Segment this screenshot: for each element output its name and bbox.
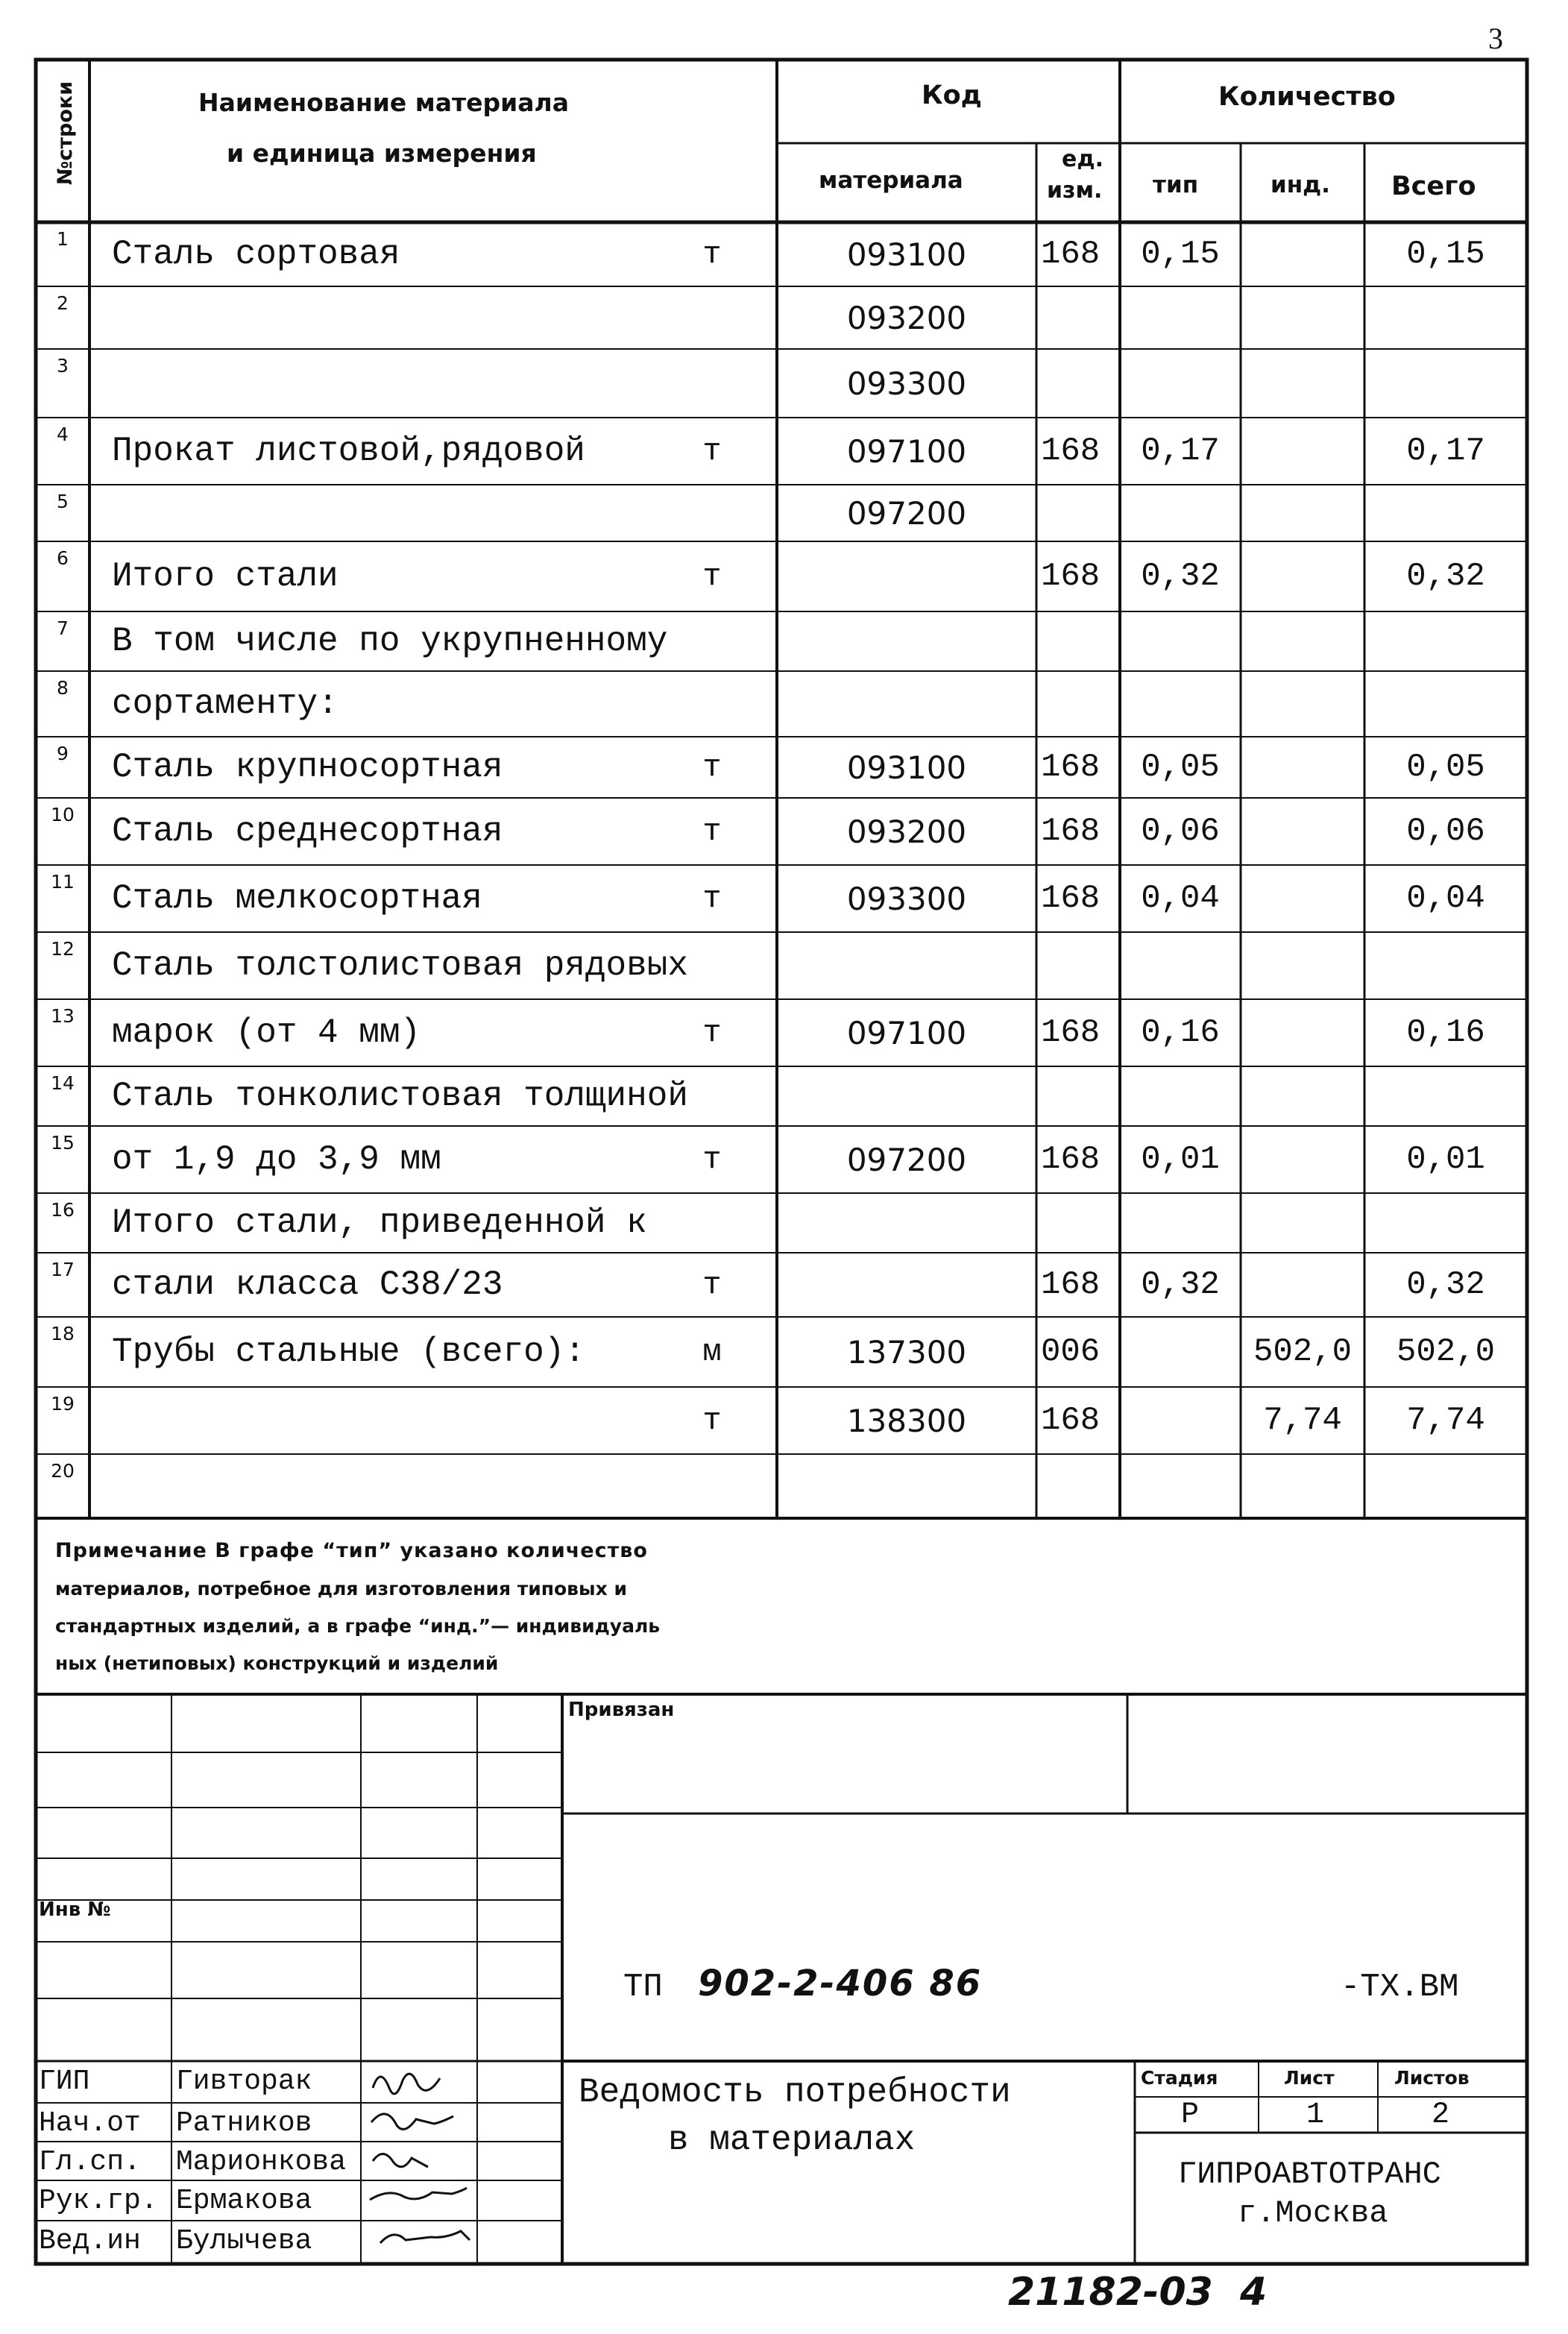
cell-ind bbox=[1241, 1126, 1364, 1193]
cell-unit bbox=[671, 1066, 753, 1126]
cell-ucode: 168 bbox=[1041, 1014, 1101, 1051]
cell-ind bbox=[1241, 671, 1364, 737]
cell-ind bbox=[1241, 541, 1364, 611]
cell-total: 502,0 bbox=[1396, 1333, 1496, 1371]
cell-code: 137300 bbox=[846, 1333, 967, 1371]
cell-n: 12 bbox=[51, 938, 75, 960]
inventory-number-label: Инв № bbox=[39, 1899, 111, 1921]
cell-total bbox=[1364, 1193, 1527, 1253]
cell-unit bbox=[671, 611, 753, 671]
cell-unit bbox=[671, 349, 753, 418]
cell-typ bbox=[1120, 932, 1241, 999]
cell-unit: т bbox=[702, 1015, 722, 1051]
name-header-line1: Наименование материала bbox=[198, 88, 569, 117]
cell-typ bbox=[1120, 1317, 1241, 1387]
cell-typ bbox=[1120, 1454, 1241, 1518]
cell-ind bbox=[1241, 865, 1364, 932]
cell-n: 20 bbox=[51, 1460, 75, 1482]
document-title-line2: в материалах bbox=[668, 2121, 916, 2160]
organization-name: ГИПРОАВТОТРАНС bbox=[1178, 2157, 1441, 2192]
unit-code-header-line1: ед. bbox=[1062, 146, 1103, 172]
cell-total bbox=[1364, 671, 1527, 737]
cell-name: Итого стали, приведенной к bbox=[112, 1204, 647, 1242]
cell-n: 10 bbox=[51, 804, 75, 825]
signer-role: Рук.гр. bbox=[39, 2185, 158, 2217]
cell-typ: 0,32 bbox=[1141, 1266, 1220, 1303]
cell-total: 0,05 bbox=[1406, 749, 1485, 786]
cell-n: 19 bbox=[51, 1393, 75, 1415]
cell-total: 0,15 bbox=[1406, 236, 1485, 273]
cell-n: 18 bbox=[51, 1323, 75, 1344]
cell-total bbox=[1364, 1066, 1527, 1126]
cell-name: Сталь толстолистовая рядовых bbox=[112, 946, 688, 985]
stage-value: Р bbox=[1181, 2098, 1200, 2132]
cell-name: В том числе по укрупненному bbox=[112, 622, 668, 661]
signer-name: Гивторак bbox=[176, 2066, 312, 2098]
cell-ucode: 168 bbox=[1041, 813, 1101, 850]
qty-type-header: тип bbox=[1153, 172, 1199, 198]
document-title-line1: Ведомость потребности bbox=[579, 2073, 1011, 2112]
quantity-header: Количество bbox=[1218, 82, 1396, 112]
cell-total: 0,04 bbox=[1406, 880, 1485, 917]
cell-n: 1 bbox=[57, 228, 69, 250]
doc-code-prefix: ТП bbox=[623, 1969, 663, 2006]
cell-ucode: 168 bbox=[1041, 432, 1101, 470]
cell-name: Прокат листовой,рядовой bbox=[112, 432, 585, 471]
cell-ucode: 168 bbox=[1041, 558, 1101, 595]
cell-name: сортаменту: bbox=[112, 685, 339, 723]
cell-typ: 0,01 bbox=[1141, 1141, 1220, 1178]
signer-name: Ратников bbox=[176, 2107, 312, 2139]
cell-ucode: 006 bbox=[1041, 1333, 1101, 1371]
cell-ind bbox=[1241, 932, 1364, 999]
cell-ind: 502,0 bbox=[1253, 1333, 1353, 1371]
note-line-4: ных (нетиповых) конструкций и изделий bbox=[55, 1652, 499, 1674]
cell-ucode: 168 bbox=[1041, 236, 1101, 273]
cell-unit bbox=[671, 286, 753, 349]
cell-ind bbox=[1241, 222, 1364, 286]
cell-unit: т bbox=[702, 1267, 722, 1303]
signer-name: Булычева bbox=[176, 2225, 312, 2257]
cell-typ bbox=[1120, 1193, 1241, 1253]
cell-ucode bbox=[1036, 1066, 1124, 1126]
cell-typ: 0,32 bbox=[1141, 558, 1220, 595]
cell-code bbox=[777, 1066, 1036, 1126]
cell-total: 0,32 bbox=[1406, 1266, 1485, 1303]
cell-ind bbox=[1241, 1454, 1364, 1518]
cell-name: от 1,9 до 3,9 мм bbox=[112, 1140, 441, 1179]
cell-n: 13 bbox=[51, 1005, 75, 1027]
footer-handwritten-number: 21182-03 4 bbox=[1008, 2270, 1268, 2315]
cell-n: 2 bbox=[57, 292, 69, 314]
cell-code: 097200 bbox=[846, 1141, 967, 1178]
stage-label: Стадия bbox=[1141, 2067, 1218, 2089]
attached-label: Привязан bbox=[568, 1699, 675, 1721]
cell-ucode bbox=[1036, 932, 1124, 999]
cell-code bbox=[777, 1454, 1036, 1518]
cell-code bbox=[777, 1253, 1036, 1317]
cell-unit: т bbox=[702, 559, 722, 594]
cell-typ: 0,04 bbox=[1141, 880, 1220, 917]
cell-n: 15 bbox=[51, 1132, 75, 1154]
cell-name: стали класса С38/23 bbox=[112, 1265, 503, 1304]
cell-total bbox=[1364, 932, 1527, 999]
cell-name: Итого стали bbox=[112, 557, 339, 596]
code-material-header: материала bbox=[819, 167, 963, 194]
cell-typ: 0,17 bbox=[1141, 432, 1220, 470]
cell-total: 0,17 bbox=[1406, 432, 1485, 470]
cell-unit: т bbox=[702, 236, 722, 272]
doc-code-suffix: -ТХ.ВМ bbox=[1341, 1969, 1459, 2006]
cell-ucode: 168 bbox=[1041, 1266, 1101, 1303]
doc-code-handwritten: 902-2-406 86 bbox=[698, 1963, 983, 2004]
cell-n: 4 bbox=[57, 424, 69, 445]
cell-code bbox=[777, 932, 1036, 999]
cell-name: Сталь мелкосортная bbox=[112, 879, 482, 918]
cell-unit: т bbox=[702, 1403, 722, 1438]
cell-n: 16 bbox=[51, 1199, 75, 1221]
sheets-value: 2 bbox=[1432, 2098, 1450, 2132]
cell-ind bbox=[1241, 286, 1364, 349]
cell-n: 7 bbox=[57, 617, 69, 639]
cell-n: 6 bbox=[57, 547, 69, 569]
cell-total bbox=[1364, 286, 1527, 349]
cell-typ: 0,15 bbox=[1141, 236, 1220, 273]
cell-ind bbox=[1241, 798, 1364, 865]
cell-ucode bbox=[1036, 286, 1124, 349]
cell-unit bbox=[671, 485, 753, 541]
cell-n: 14 bbox=[51, 1072, 75, 1094]
cell-unit: т bbox=[702, 749, 722, 785]
cell-code bbox=[777, 611, 1036, 671]
cell-name: Сталь среднесортная bbox=[112, 812, 503, 851]
cell-total bbox=[1364, 1454, 1527, 1518]
cell-n: 9 bbox=[57, 743, 69, 764]
cell-typ bbox=[1120, 611, 1241, 671]
cell-name bbox=[89, 1454, 708, 1518]
organization-city: г.Москва bbox=[1238, 2195, 1388, 2231]
cell-typ bbox=[1120, 671, 1241, 737]
cell-n: 17 bbox=[51, 1259, 75, 1280]
cell-code bbox=[777, 1193, 1036, 1253]
cell-typ bbox=[1120, 1387, 1241, 1454]
cell-n: 11 bbox=[51, 871, 75, 893]
cell-code: 093300 bbox=[846, 365, 967, 402]
cell-ind bbox=[1241, 418, 1364, 485]
qty-total-header: Всего bbox=[1391, 172, 1476, 201]
unit-code-header-line2: изм. bbox=[1047, 177, 1103, 204]
signer-role: Нач.от bbox=[39, 2107, 141, 2139]
signer-name: Ермакова bbox=[176, 2185, 312, 2217]
qty-ind-header: инд. bbox=[1271, 172, 1330, 198]
cell-typ bbox=[1120, 485, 1241, 541]
cell-name bbox=[89, 1387, 708, 1454]
cell-typ: 0,16 bbox=[1141, 1014, 1220, 1051]
cell-ucode bbox=[1036, 1454, 1124, 1518]
cell-ucode bbox=[1036, 611, 1124, 671]
cell-code: 093100 bbox=[846, 749, 967, 786]
cell-ucode: 168 bbox=[1041, 880, 1101, 917]
cell-code: 093100 bbox=[846, 236, 967, 273]
cell-ind bbox=[1241, 611, 1364, 671]
note-line-2: материалов, потребное для изготовления типовых и bbox=[55, 1578, 627, 1599]
cell-name bbox=[89, 286, 708, 349]
cell-total bbox=[1364, 611, 1527, 671]
cell-ucode bbox=[1036, 671, 1124, 737]
cell-name: Трубы стальные (всего): bbox=[112, 1333, 585, 1371]
cell-n: 5 bbox=[57, 491, 69, 512]
cell-code: 138300 bbox=[846, 1402, 967, 1439]
cell-unit: м bbox=[702, 1334, 722, 1370]
cell-ucode: 168 bbox=[1041, 749, 1101, 786]
signer-name: Марионкова bbox=[176, 2146, 347, 2178]
name-header-line2: и единица измерения bbox=[227, 139, 537, 168]
cell-ind bbox=[1241, 1253, 1364, 1317]
cell-name: Сталь тонколистовая толщиной bbox=[112, 1077, 688, 1116]
cell-code: 093200 bbox=[846, 813, 967, 850]
cell-ind: 7,74 bbox=[1263, 1402, 1342, 1439]
signer-role: Гл.сп. bbox=[39, 2146, 141, 2178]
cell-unit bbox=[671, 1454, 753, 1518]
cell-name bbox=[89, 485, 708, 541]
row-number-header: №строки bbox=[54, 81, 78, 185]
cell-ucode bbox=[1036, 349, 1124, 418]
cell-typ bbox=[1120, 286, 1241, 349]
cell-typ: 0,06 bbox=[1141, 813, 1220, 850]
cell-ind bbox=[1241, 737, 1364, 798]
cell-unit bbox=[671, 932, 753, 999]
cell-unit: т bbox=[702, 1142, 722, 1177]
cell-ucode bbox=[1036, 1193, 1124, 1253]
cell-name: Сталь сортовая bbox=[112, 235, 400, 274]
cell-total: 7,74 bbox=[1406, 1402, 1485, 1439]
cell-ind bbox=[1241, 1193, 1364, 1253]
cell-ind bbox=[1241, 485, 1364, 541]
cell-code bbox=[777, 671, 1036, 737]
cell-total bbox=[1364, 349, 1527, 418]
cell-typ bbox=[1120, 349, 1241, 418]
cell-code: 093300 bbox=[846, 880, 967, 917]
cell-typ bbox=[1120, 1066, 1241, 1126]
cell-unit: т bbox=[702, 881, 722, 916]
signatures-scribbles bbox=[370, 2074, 470, 2243]
page-number: 3 bbox=[1488, 22, 1503, 55]
sheets-label: Листов bbox=[1394, 2067, 1470, 2089]
cell-ucode bbox=[1036, 485, 1124, 541]
cell-ind bbox=[1241, 349, 1364, 418]
signer-role: ГИП bbox=[39, 2066, 90, 2098]
cell-code bbox=[777, 541, 1036, 611]
sheet-label: Лист bbox=[1284, 2067, 1335, 2089]
cell-total bbox=[1364, 485, 1527, 541]
code-header: Код bbox=[922, 81, 982, 110]
cell-name: марок (от 4 мм) bbox=[112, 1013, 421, 1052]
cell-n: 8 bbox=[57, 677, 69, 699]
cell-code: 097100 bbox=[846, 432, 967, 470]
cell-n: 3 bbox=[57, 355, 69, 377]
cell-ucode: 168 bbox=[1041, 1141, 1101, 1178]
cell-total: 0,32 bbox=[1406, 558, 1485, 595]
note-line-1: Примечание В графе “тип” указано количество bbox=[55, 1539, 648, 1562]
cell-ind bbox=[1241, 1066, 1364, 1126]
cell-name bbox=[89, 349, 708, 418]
cell-code: 097100 bbox=[846, 1014, 967, 1051]
cell-ind bbox=[1241, 999, 1364, 1066]
cell-total: 0,16 bbox=[1406, 1014, 1485, 1051]
note-line-3: стандартных изделий, а в графе “инд.”— индивидуаль bbox=[55, 1615, 661, 1637]
cell-code: 093200 bbox=[846, 299, 967, 336]
cell-unit bbox=[671, 671, 753, 737]
cell-name: Сталь крупносортная bbox=[112, 748, 503, 787]
cell-typ: 0,05 bbox=[1141, 749, 1220, 786]
cell-ucode: 168 bbox=[1041, 1402, 1101, 1439]
cell-code: 097200 bbox=[846, 494, 967, 532]
cell-unit: т bbox=[702, 814, 722, 849]
cell-unit bbox=[671, 1193, 753, 1253]
cell-total: 0,01 bbox=[1406, 1141, 1485, 1178]
sheet-value: 1 bbox=[1306, 2098, 1325, 2132]
cell-unit: т bbox=[702, 433, 722, 469]
cell-total: 0,06 bbox=[1406, 813, 1485, 850]
signer-role: Вед.ин bbox=[39, 2225, 141, 2257]
